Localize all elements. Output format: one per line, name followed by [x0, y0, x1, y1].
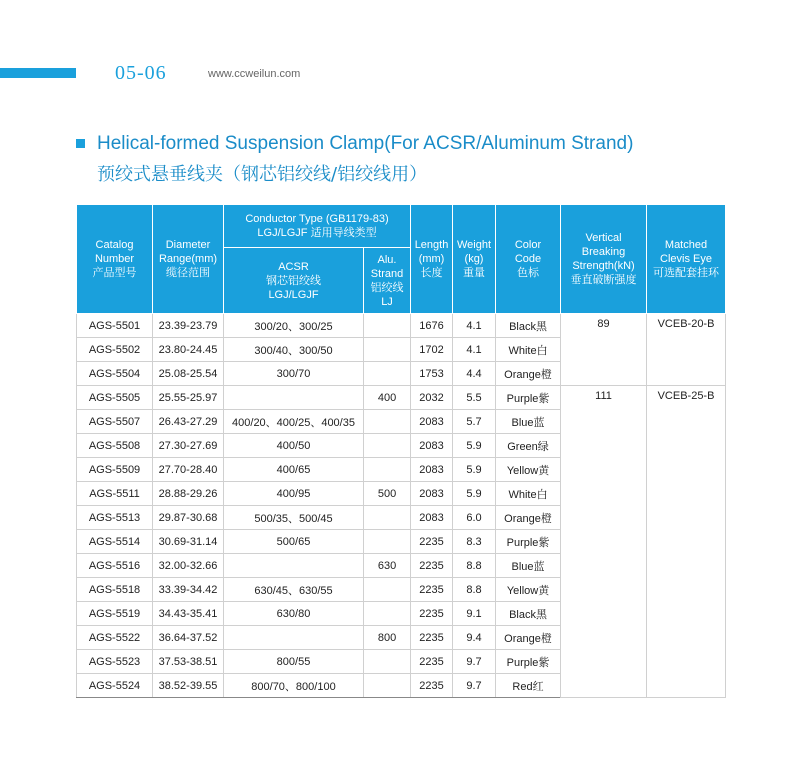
cell-acsr: 400/65: [224, 458, 364, 482]
cell-diameter: 26.43-27.29: [153, 410, 224, 434]
cell-catalog: AGS-5516: [77, 554, 153, 578]
cell-color: Orange橙: [496, 362, 561, 386]
cell-weight: 5.9: [453, 434, 496, 458]
cell-catalog: AGS-5505: [77, 386, 153, 410]
cell-color: Purple紫: [496, 386, 561, 410]
cell-diameter: 37.53-38.51: [153, 650, 224, 674]
cell-length: 2235: [411, 674, 453, 698]
cell-diameter: 23.39-23.79: [153, 314, 224, 338]
header-line: Clevis Eye: [660, 253, 712, 265]
header-line: 产品型号: [92, 267, 137, 279]
cell-acsr: 800/55: [224, 650, 364, 674]
header-line: Vertical: [585, 232, 622, 244]
cell-color: Blue蓝: [496, 410, 561, 434]
header-line: ACSR: [278, 260, 309, 273]
cell-color: Orange橙: [496, 506, 561, 530]
cell-catalog: AGS-5514: [77, 530, 153, 554]
cell-weight: 5.5: [453, 386, 496, 410]
cell-acsr: 400/95: [224, 482, 364, 506]
cell-catalog: AGS-5502: [77, 338, 153, 362]
cell-diameter: 27.30-27.69: [153, 434, 224, 458]
cell-color: White白: [496, 338, 561, 362]
table-row: [77, 386, 726, 410]
page-number: 05-06: [115, 62, 167, 84]
cell-alu: [364, 434, 411, 458]
cell-length: 2083: [411, 506, 453, 530]
header-line: Catalog: [95, 239, 134, 251]
cell-weight: 6.0: [453, 506, 496, 530]
header-line: 缆径范围: [166, 267, 210, 279]
cell-color: Black黑: [496, 314, 561, 338]
cell-alu: [364, 362, 411, 386]
header-line: Weight: [456, 239, 492, 251]
header-conductor-type: [224, 205, 411, 248]
cell-catalog: AGS-5518: [77, 578, 153, 602]
cell-diameter: 27.70-28.40: [153, 458, 224, 482]
cell-catalog: AGS-5524: [77, 674, 153, 698]
cell-catalog: AGS-5522: [77, 626, 153, 650]
cell-diameter: 34.43-35.41: [153, 602, 224, 626]
cell-acsr: [224, 554, 364, 578]
cell-alu: [364, 650, 411, 674]
cell-length: 1753: [411, 362, 453, 386]
cell-length: 2235: [411, 602, 453, 626]
cell-diameter: 32.00-32.66: [153, 554, 224, 578]
cell-acsr: 800/70、800/100: [224, 674, 364, 698]
cell-alu: [364, 458, 411, 482]
cell-color: Purple紫: [496, 530, 561, 554]
cell-catalog: AGS-5508: [77, 434, 153, 458]
cell-acsr: 300/20、300/25: [224, 314, 364, 338]
header-line: LGJ/LGJF: [268, 288, 319, 301]
title-bullet-icon: [76, 139, 85, 148]
cell-acsr: 500/65: [224, 530, 364, 554]
cell-weight: 5.7: [453, 410, 496, 434]
accent-bar: [0, 68, 76, 78]
cell-color: Black黑: [496, 602, 561, 626]
header-line: 垂直破断强度: [570, 274, 637, 286]
cell-alu: [364, 506, 411, 530]
cell-catalog: AGS-5504: [77, 362, 153, 386]
cell-catalog: AGS-5513: [77, 506, 153, 530]
cell-length: 1676: [411, 314, 453, 338]
table-body: [77, 314, 726, 698]
table-header: [77, 205, 726, 314]
cell-color: Yellow黄: [496, 458, 561, 482]
header-line: Strand: [370, 267, 404, 280]
cell-alu: [364, 338, 411, 362]
cell-weight: 8.8: [453, 578, 496, 602]
header-line: 重量: [463, 267, 486, 279]
cell-clevis: VCEB-20-B: [647, 314, 726, 386]
header-alu: [364, 248, 411, 314]
header-clevis: [647, 205, 726, 314]
cell-weight: 9.7: [453, 650, 496, 674]
cell-length: 2083: [411, 482, 453, 506]
cell-diameter: 23.80-24.45: [153, 338, 224, 362]
cell-diameter: 25.08-25.54: [153, 362, 224, 386]
cell-alu: [364, 314, 411, 338]
cell-weight: 4.4: [453, 362, 496, 386]
cell-weight: 5.9: [453, 458, 496, 482]
cell-acsr: 630/80: [224, 602, 364, 626]
title-chinese: 预绞式悬垂线夹（钢芯铝绞线/铝绞线用）: [97, 164, 428, 185]
cell-strength: 111: [561, 386, 647, 698]
cell-weight: 4.1: [453, 314, 496, 338]
cell-weight: 9.1: [453, 602, 496, 626]
cell-color: Red红: [496, 674, 561, 698]
header-line: 钢芯铝绞线: [266, 274, 321, 287]
cell-length: 2083: [411, 458, 453, 482]
header-line: Range(mm): [158, 253, 218, 265]
cell-color: White白: [496, 482, 561, 506]
cell-acsr: 500/35、500/45: [224, 506, 364, 530]
cell-weight: 8.3: [453, 530, 496, 554]
cell-acsr: 300/40、300/50: [224, 338, 364, 362]
header-line: 可选配套挂环: [653, 267, 720, 279]
cell-weight: 9.7: [453, 674, 496, 698]
cell-diameter: 33.39-34.42: [153, 578, 224, 602]
cell-acsr: 400/20、400/25、400/35: [224, 410, 364, 434]
cell-alu: [364, 410, 411, 434]
cell-alu: [364, 578, 411, 602]
cell-acsr: [224, 386, 364, 410]
header-acsr: [224, 248, 364, 314]
cell-alu: 500: [364, 482, 411, 506]
cell-diameter: 25.55-25.97: [153, 386, 224, 410]
cell-alu: [364, 602, 411, 626]
cell-weight: 5.9: [453, 482, 496, 506]
cell-weight: 8.8: [453, 554, 496, 578]
cell-length: 2032: [411, 386, 453, 410]
header-color: [496, 205, 561, 314]
cell-color: Yellow黄: [496, 578, 561, 602]
cell-alu: 800: [364, 626, 411, 650]
table-row: [77, 314, 726, 338]
header-catalog: [77, 205, 153, 314]
header-length: [411, 205, 453, 314]
header-strength: [561, 205, 647, 314]
header-line: 铝绞线: [370, 281, 404, 294]
header-line: Conductor Type (GB1179-83): [245, 213, 389, 225]
header-diameter: [153, 205, 224, 314]
header-line: 长度: [420, 267, 443, 279]
cell-acsr: [224, 626, 364, 650]
header-line: LJ: [381, 295, 393, 308]
cell-clevis: VCEB-25-B: [647, 386, 726, 698]
header-line: Matched: [664, 239, 708, 251]
header-line: Length: [414, 239, 449, 251]
header-line: Strength(kN): [572, 260, 635, 272]
cell-catalog: AGS-5501: [77, 314, 153, 338]
header-line: LGJ/LGJF 适用导线类型: [257, 227, 377, 239]
cell-alu: 630: [364, 554, 411, 578]
cell-length: 2235: [411, 650, 453, 674]
cell-length: 1702: [411, 338, 453, 362]
cell-catalog: AGS-5511: [77, 482, 153, 506]
cell-diameter: 29.87-30.68: [153, 506, 224, 530]
cell-acsr: 400/50: [224, 434, 364, 458]
header-line: Code: [514, 253, 542, 265]
header-line: Alu.: [377, 253, 397, 266]
cell-length: 2235: [411, 554, 453, 578]
cell-color: Green绿: [496, 434, 561, 458]
header-line: 色标: [517, 267, 540, 279]
cell-catalog: AGS-5507: [77, 410, 153, 434]
cell-weight: 9.4: [453, 626, 496, 650]
cell-catalog: AGS-5519: [77, 602, 153, 626]
website-url: www.ccweilun.com: [208, 68, 301, 80]
cell-alu: [364, 530, 411, 554]
cell-length: 2235: [411, 626, 453, 650]
cell-diameter: 28.88-29.26: [153, 482, 224, 506]
cell-length: 2083: [411, 410, 453, 434]
cell-alu: [364, 674, 411, 698]
cell-diameter: 30.69-31.14: [153, 530, 224, 554]
header-line: (mm): [418, 253, 445, 265]
header-line: (kg): [464, 253, 484, 265]
cell-length: 2083: [411, 434, 453, 458]
cell-catalog: AGS-5509: [77, 458, 153, 482]
header-weight: [453, 205, 496, 314]
cell-color: Orange橙: [496, 626, 561, 650]
spec-table: [76, 204, 726, 698]
cell-length: 2235: [411, 530, 453, 554]
header-line: Diameter: [165, 239, 211, 251]
cell-weight: 4.1: [453, 338, 496, 362]
title-english: Helical-formed Suspension Clamp(For ACSR/Aluminum Strand): [97, 133, 634, 154]
cell-color: Blue蓝: [496, 554, 561, 578]
cell-strength: 89: [561, 314, 647, 386]
cell-acsr: 300/70: [224, 362, 364, 386]
cell-color: Purple紫: [496, 650, 561, 674]
header-line: Breaking: [581, 246, 626, 258]
cell-acsr: 630/45、630/55: [224, 578, 364, 602]
cell-diameter: 38.52-39.55: [153, 674, 224, 698]
header-line: Color: [514, 239, 542, 251]
header-line: Number: [94, 253, 135, 265]
cell-catalog: AGS-5523: [77, 650, 153, 674]
cell-alu: 400: [364, 386, 411, 410]
cell-diameter: 36.64-37.52: [153, 626, 224, 650]
cell-length: 2235: [411, 578, 453, 602]
